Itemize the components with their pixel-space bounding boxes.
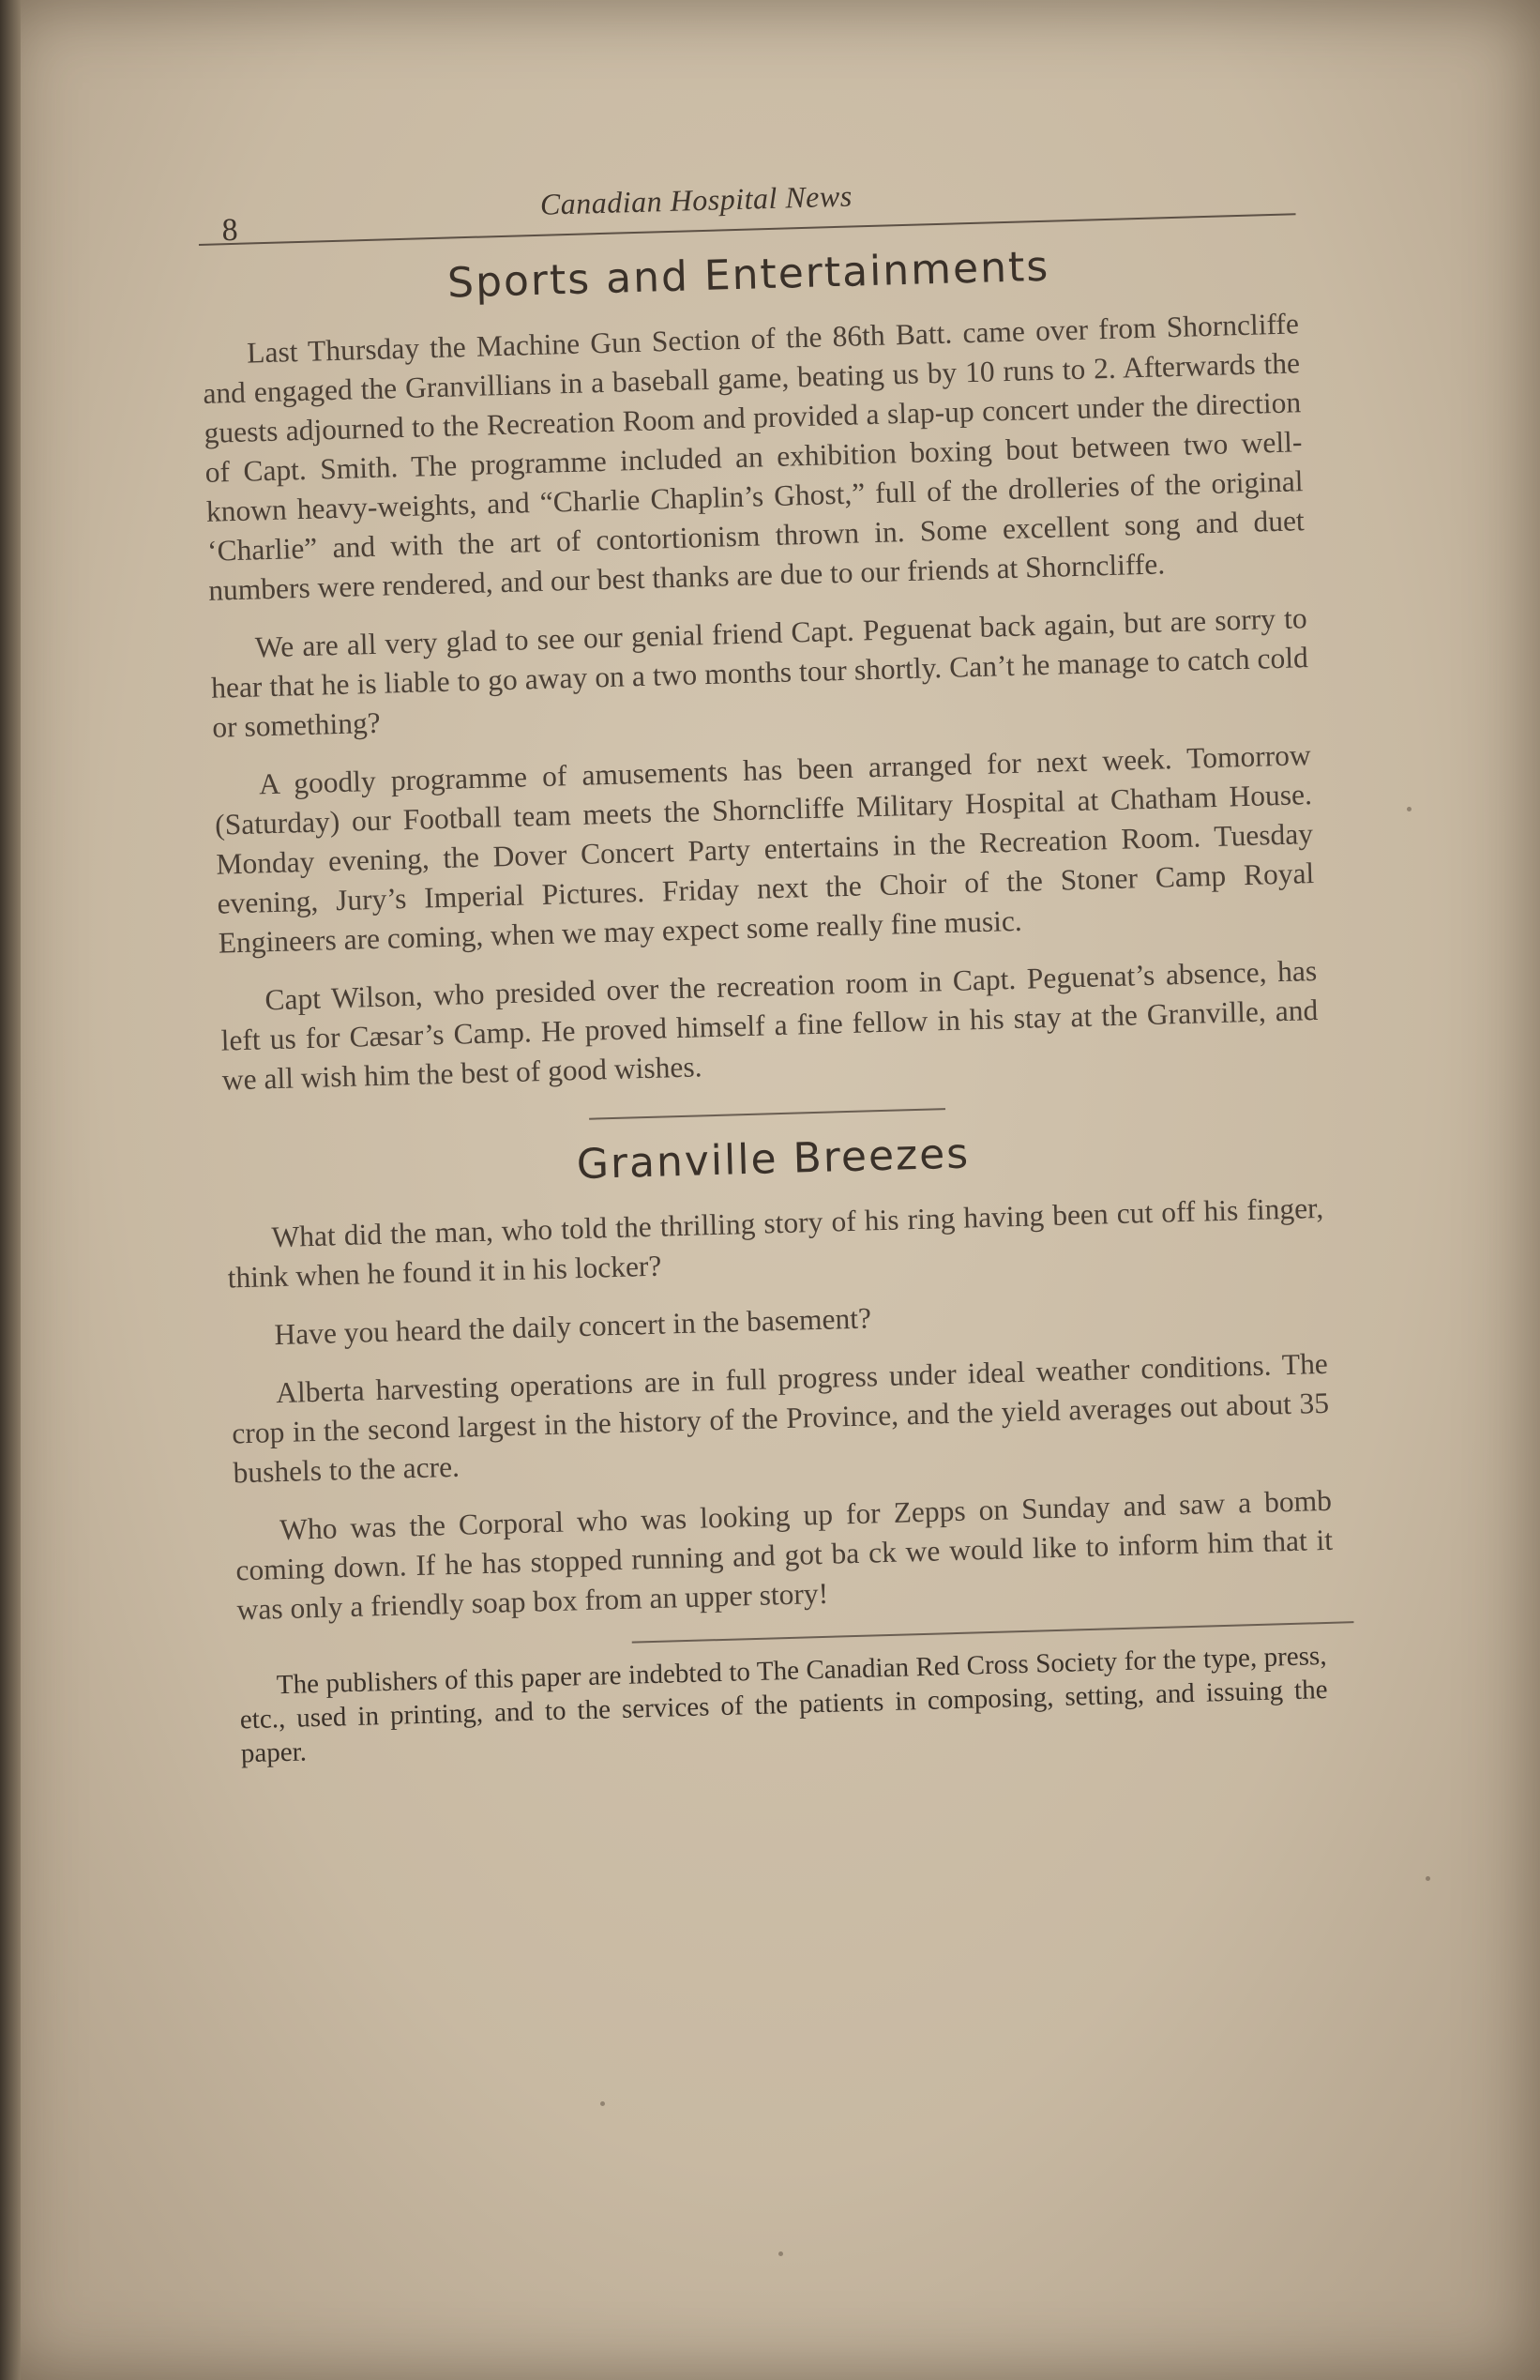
- running-head: Canadian Hospital News: [539, 178, 853, 221]
- publisher-credits: The publishers of this paper are indebted to The Canadian Red Cross Society for the type, press, etc., used in printing, and to the services of the patients in composing, setting, and issuing the paper.: [239, 1640, 1328, 1769]
- sports-paragraph: Capt Wilson, who presided over the recreation room in Capt. Peguenat’s absence, has left us for Cæsar’s Camp. He proved himself a fine fellow in his stay at the Granville, and we all wish him the best of good wishes.: [220, 953, 1319, 1097]
- page-content: [197, 146, 1395, 1771]
- breezes-section: [224, 1118, 1391, 1630]
- breezes-paragraph: Have you heard the daily concert in the basement?: [273, 1301, 872, 1352]
- page-number: 8: [221, 212, 239, 249]
- paper-speck: [600, 2101, 605, 2106]
- sports-paragraph: Last Thursday the Machine Gun Section of the 86th Batt. came over from Shorncliffe and engaged the Granvillians in a baseball game, beating us by 10 runs to 2. Afterwards the guests adjourned to the Recreation Room and provided a slap-up concert under the direction of Capt. Smith. The programme included an exhibition boxing bout between two well-known heavy-weights, and “Charlie Chaplin’s Ghost,” full of the drolleries of the original ‘Charlie” and with the art of contortionism thrown in. Some excellent song and duet numbers were rendered, and our best thanks are due to our friends at Shorncliffe.: [202, 307, 1306, 607]
- footer-divider: [632, 1621, 1354, 1643]
- sports-paragraph: A goodly programme of amusements has been arranged for next week. Tomorrow (Saturday) our Football team meets the Shorncliffe Military Hospital at Chatham House. Monday evening, the Dover Concert Party entertains in the Recreation Room. Tuesday evening, Jury’s Imperial Pictures. Friday next the Choir of the Stoner Camp Royal Engineers are coming, when we may expect some really fine music.: [214, 738, 1315, 960]
- breezes-title: Granville Breezes: [576, 1129, 971, 1190]
- section-divider: [589, 1108, 945, 1120]
- breezes-paragraph: What did the man, who told the thrilling story of his ring having been cut off his finger, think when he found it in his locker?: [227, 1190, 1324, 1295]
- breezes-paragraph: Alberta harvesting operations are in full progress under ideal weather conditions. The crop in the second largest in the history of the Province, and the yield averages out about 35 bushels to the acre.: [231, 1346, 1330, 1490]
- sports-paragraph: We are all very glad to see our genial friend Capt. Peguenat back again, but are sorry to hear that he is liable to go away on a two months tour shortly. Can’t he manage to catch cold or something?: [210, 601, 1309, 744]
- sports-title: Sports and Entertainments: [446, 242, 1050, 308]
- breezes-paragraph: Who was the Corporal who was looking up for Zepps on Sunday and saw a bomb coming down. If he has stopped running and got ba ck we would like to inform him that it was only a friendly soap box from an upper story!: [234, 1483, 1334, 1627]
- page-header: [197, 147, 1296, 249]
- sports-section: [200, 235, 1376, 1100]
- binding-edge: [0, 0, 21, 2380]
- paper-speck: [1407, 807, 1412, 811]
- paper-speck: [1426, 1876, 1430, 1881]
- paper-speck: [778, 2251, 783, 2256]
